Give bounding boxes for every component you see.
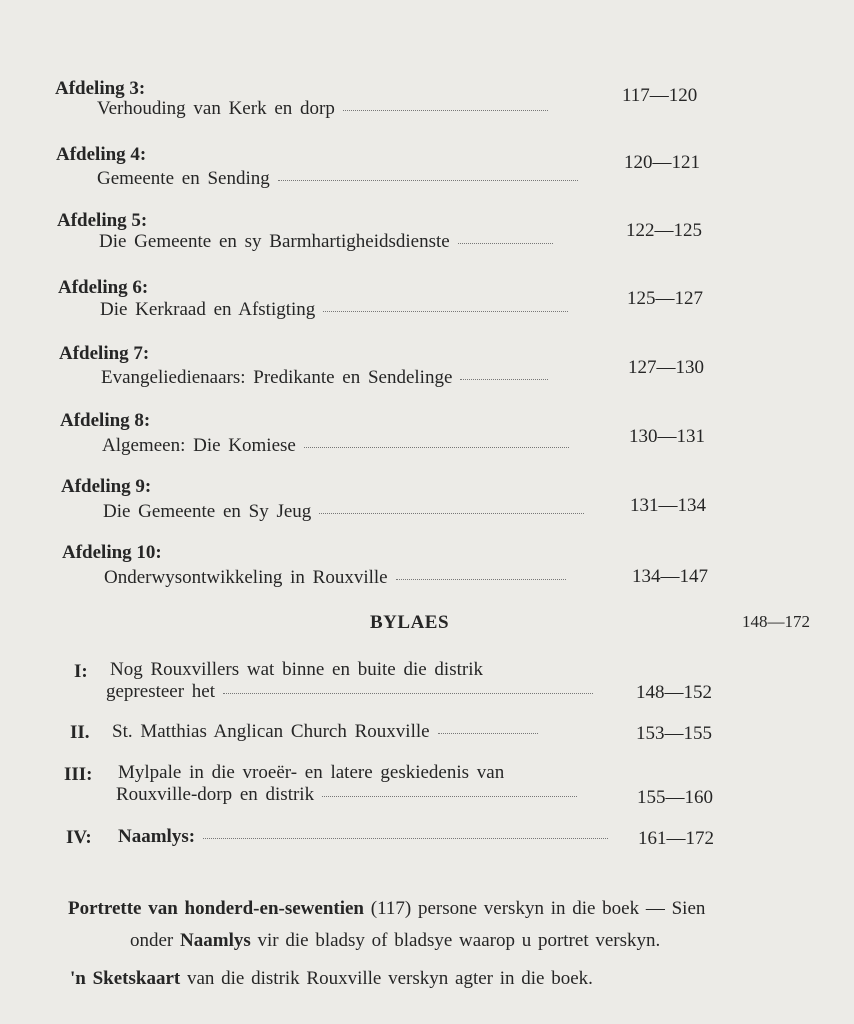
appendix-number: IV: [66,827,92,848]
section-title: Die Gemeente en sy Barmhartigheidsdienste [99,231,450,252]
leader-dots [343,110,548,111]
appendix-title-line1 [112,721,538,743]
section-heading: Afdeling 9: [61,476,152,497]
portrait-note-text: (117) persone verskyn in die boek — Sien [370,898,706,919]
section-title: Die Kerkraad en Afstigting [100,299,316,320]
appendix-pages: 148—152 [636,682,712,703]
portrait-note-rest: vir die bladsy of bladsye waarop u portret verskyn. [257,930,661,951]
section-title: Onderwysontwikkeling in Rouxville [104,567,388,588]
appendix-title-line2 [116,784,577,806]
portrait-note-bold: Portrette van honderd-en-sewentien [68,898,364,919]
section-title-line [101,367,548,389]
portrait-note-naamlys: Naamlys [180,930,251,951]
section-title: Evangeliedienaars: Predikante en Sendelinge [101,367,453,388]
appendix-number: III: [64,764,93,785]
section-title-line [102,435,569,457]
appendix-title-line1: Mylpale in die vroeër- en latere geskiedenis van [118,762,505,783]
bylaes-heading: BYLAES [370,612,450,633]
section-title: Algemeen: Die Komiese [102,435,296,456]
leader-dots [396,579,566,580]
portrait-note-line1 [68,898,705,920]
sketch-map-bold: 'n Sketskaart [70,968,181,989]
appendix-title-line2-text: gepresteer het [106,681,216,702]
section-heading: Afdeling 8: [60,410,151,431]
section-heading: Afdeling 5: [57,210,148,231]
section-title-line [100,299,568,321]
appendix-pages: 153—155 [636,723,712,744]
section-heading: Afdeling 3: [55,78,146,99]
section-pages: 131—134 [630,495,706,516]
section-heading: Afdeling 10: [62,542,162,563]
section-pages: 125—127 [627,288,703,309]
section-heading: Afdeling 7: [59,343,150,364]
appendix-pages: 155—160 [637,787,713,808]
leader-dots [203,838,608,839]
appendix-title-line2 [106,681,593,703]
appendix-title-line2-text: Rouxville-dorp en distrik [116,784,315,805]
leader-dots [304,447,569,448]
portrait-note-pre: onder [130,930,174,951]
section-pages: 120—121 [624,152,700,173]
leader-dots [458,243,553,244]
section-pages: 117—120 [622,85,698,106]
section-title-line [104,567,566,589]
section-title-line [97,98,548,120]
leader-dots [319,513,584,514]
appendix-title-line1: Nog Rouxvillers wat binne en buite die distrik [110,659,483,680]
appendix-title-line1 [118,826,608,848]
bylaes-pages: 148—172 [742,612,810,631]
leader-dots [438,733,538,734]
section-pages: 127—130 [628,357,704,378]
sketch-map-note [70,968,593,990]
section-heading: Afdeling 6: [58,277,149,298]
appendix-number: II. [70,722,90,743]
section-pages: 122—125 [626,220,702,241]
portrait-note-line2 [130,930,660,952]
leader-dots [323,311,568,312]
leader-dots [460,379,548,380]
leader-dots [223,693,593,694]
leader-dots [278,180,578,181]
section-pages: 134—147 [632,566,708,587]
section-heading: Afdeling 4: [56,144,147,165]
appendix-pages: 161—172 [638,828,714,849]
appendix-number: I: [74,661,88,682]
sketch-map-text: van die distrik Rouxville verskyn agter in die boek. [186,968,593,989]
section-title-line [97,168,578,190]
appendix-title-text: St. Matthias Anglican Church Rouxville [112,721,430,742]
section-title: Die Gemeente en Sy Jeug [103,501,312,522]
section-title: Verhouding van Kerk en dorp [97,98,335,119]
appendix-title-text: Naamlys: [118,826,196,847]
section-title-line [103,501,584,523]
leader-dots [322,796,577,797]
section-pages: 130—131 [629,426,705,447]
section-title: Gemeente en Sending [97,168,270,189]
section-title-line [99,231,553,253]
